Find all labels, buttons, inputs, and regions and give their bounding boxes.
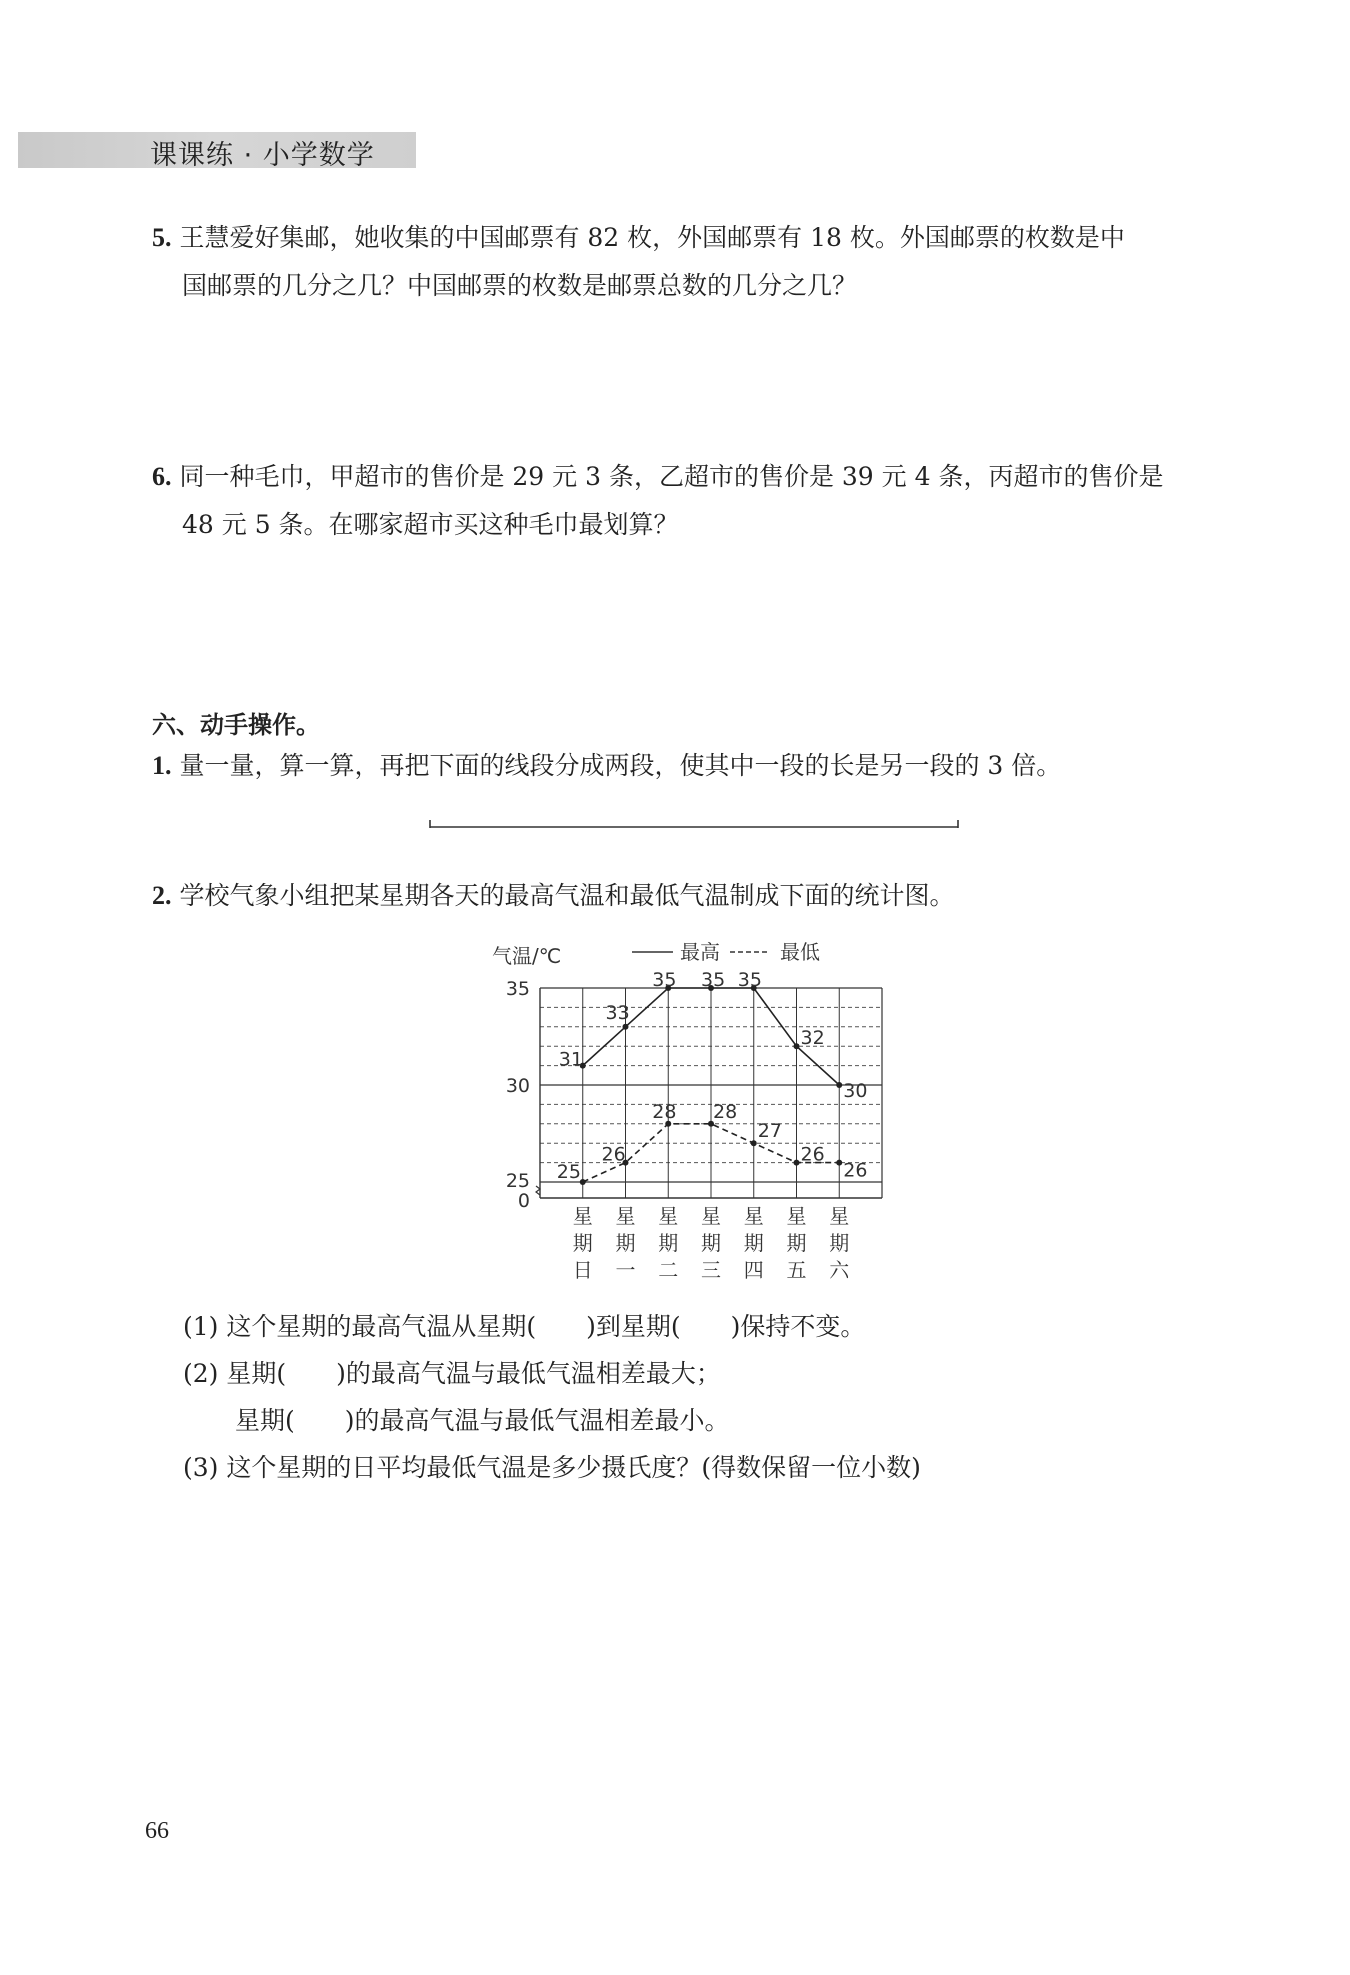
y-tick-label: 0 bbox=[517, 1190, 530, 1212]
x-category-label: 期 bbox=[786, 1231, 807, 1255]
question-text: 量一量，算一算，再把下面的线段分成两段，使其中一段的长是另一段的 3 倍。 bbox=[179, 751, 1062, 780]
data-label: 35 bbox=[701, 969, 726, 991]
data-label: 28 bbox=[713, 1100, 738, 1123]
data-label: 31 bbox=[558, 1048, 583, 1071]
x-category-label: 期 bbox=[615, 1231, 636, 1255]
data-point bbox=[836, 1082, 842, 1088]
x-category-label: 星 bbox=[829, 1204, 850, 1228]
data-point bbox=[751, 1140, 757, 1146]
question-text-line1: 王慧爱好集邮，她收集的中国邮票有 82 枚，外国邮票有 18 枚。外国邮票的枚数是中 bbox=[179, 223, 1125, 252]
x-category-label: 期 bbox=[658, 1231, 679, 1255]
data-label: 26 bbox=[843, 1159, 868, 1182]
data-label: 26 bbox=[601, 1143, 626, 1166]
y-axis-label: 气温/℃ bbox=[492, 944, 562, 968]
x-category-label: 期 bbox=[572, 1231, 593, 1255]
problem-1 bbox=[152, 742, 1061, 790]
x-category-label: 期 bbox=[829, 1231, 850, 1255]
x-category-label: 星 bbox=[615, 1204, 636, 1228]
data-point bbox=[623, 1024, 629, 1030]
question-text-line1: 同一种毛巾，甲超市的售价是 29 元 3 条，乙超市的售价是 39 元 4 条，丙超市的售价是 bbox=[179, 462, 1164, 491]
x-category-label: 星 bbox=[743, 1204, 764, 1228]
x-category-label: 星 bbox=[572, 1204, 593, 1228]
x-category-label: 期 bbox=[701, 1231, 721, 1255]
page-header-title: 课课练 · 小学数学 bbox=[150, 140, 375, 171]
subquestion-1: (1) 这个星期的最高气温从星期( )到星期( )保持不变。 bbox=[183, 1312, 866, 1341]
data-point bbox=[794, 1043, 800, 1049]
question-number: 2. bbox=[152, 881, 172, 910]
subquestion-3: (3) 这个星期的日平均最低气温是多少摄氏度？(得数保留一位小数) bbox=[183, 1453, 921, 1482]
page-number: 66 bbox=[145, 1818, 169, 1844]
x-category-label: 六 bbox=[829, 1258, 850, 1282]
question-number: 6. bbox=[152, 462, 172, 491]
problem-2 bbox=[152, 872, 954, 920]
data-label: 30 bbox=[843, 1080, 868, 1102]
subquestion-2a: (2) 星期( )的最高气温与最低气温相差最大； bbox=[183, 1359, 721, 1388]
data-label: 27 bbox=[757, 1120, 782, 1143]
data-point bbox=[794, 1160, 800, 1166]
y-tick-label: 25 bbox=[505, 1170, 530, 1192]
question-text: 学校气象小组把某星期各天的最高气温和最低气温制成下面的统计图。 bbox=[179, 881, 955, 910]
y-tick-label: 30 bbox=[505, 1075, 530, 1097]
x-category-label: 一 bbox=[615, 1258, 636, 1282]
question-number: 1. bbox=[152, 751, 172, 780]
question-6 bbox=[152, 453, 1163, 549]
x-category-label: 星 bbox=[701, 1204, 721, 1228]
data-label: 35 bbox=[652, 969, 677, 991]
section-title: 六、动手操作。 bbox=[152, 710, 320, 739]
question-5 bbox=[152, 214, 1125, 310]
x-category-label: 三 bbox=[701, 1258, 721, 1282]
x-category-label: 期 bbox=[743, 1231, 764, 1255]
y-tick-label: 35 bbox=[505, 978, 530, 1000]
question-text-line2: 48 元 5 条。在哪家超市买这种毛巾最划算？ bbox=[182, 510, 679, 539]
data-label: 33 bbox=[605, 1001, 630, 1024]
x-category-label: 二 bbox=[658, 1258, 679, 1282]
data-label: 35 bbox=[737, 969, 762, 991]
data-label: 28 bbox=[652, 1100, 677, 1123]
x-category-label: 星 bbox=[658, 1204, 679, 1228]
data-point bbox=[836, 1160, 842, 1166]
line-segment bbox=[428, 816, 960, 834]
x-category-label: 日 bbox=[572, 1258, 593, 1282]
x-category-label: 四 bbox=[743, 1258, 764, 1282]
legend-label-low: 最低 bbox=[780, 940, 820, 964]
question-text-line2: 国邮票的几分之几？中国邮票的枚数是邮票总数的几分之几？ bbox=[182, 271, 858, 300]
data-label: 32 bbox=[800, 1027, 825, 1050]
data-label: 26 bbox=[800, 1143, 825, 1166]
temperature-line-chart bbox=[480, 930, 900, 1290]
legend-label-high: 最高 bbox=[680, 940, 720, 964]
x-category-label: 五 bbox=[786, 1258, 807, 1282]
question-number: 5. bbox=[152, 223, 172, 252]
x-category-label: 星 bbox=[786, 1204, 807, 1228]
subquestion-2b: 星期( )的最高气温与最低气温相差最小。 bbox=[235, 1406, 730, 1435]
data-label: 25 bbox=[556, 1161, 581, 1183]
